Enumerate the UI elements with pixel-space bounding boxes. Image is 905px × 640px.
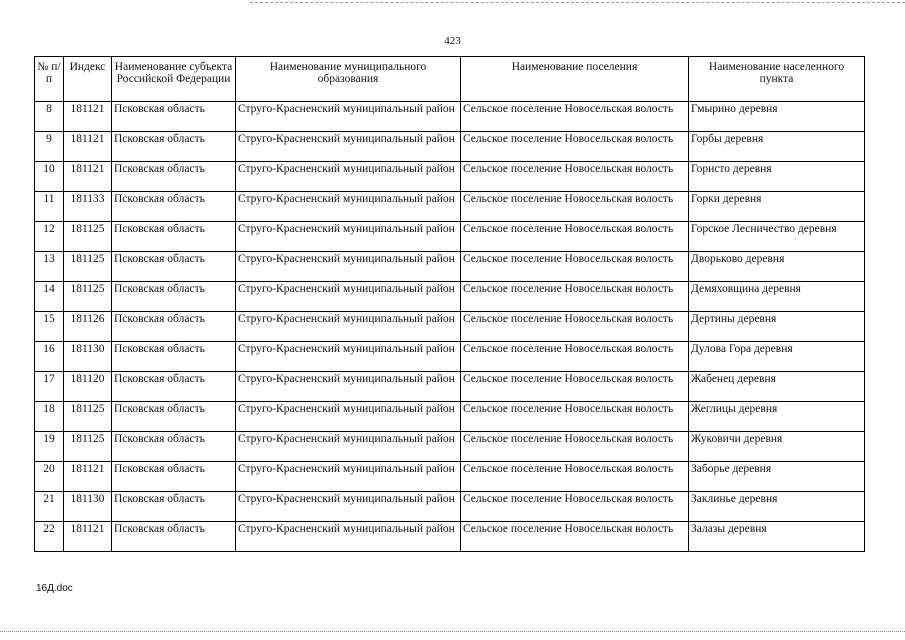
cell-number: 19	[35, 432, 64, 462]
cell-locality: Горбы деревня	[689, 132, 865, 162]
cell-settlement: Сельское поселение Новосельская волость	[461, 222, 689, 252]
cell-number: 8	[35, 102, 64, 132]
table-row	[35, 492, 865, 522]
cell-municipality: Струго-Красненский муниципальный район	[236, 222, 461, 252]
cell-municipality: Струго-Красненский муниципальный район	[236, 522, 461, 552]
cell-locality: Гористо деревня	[689, 162, 865, 192]
cell-municipality: Струго-Красненский муниципальный район	[236, 372, 461, 402]
page-number: 423	[444, 35, 461, 47]
cell-settlement: Сельское поселение Новосельская волость	[461, 342, 689, 372]
cell-number: 9	[35, 132, 64, 162]
cell-number: 14	[35, 282, 64, 312]
cell-index: 181126	[64, 312, 112, 342]
cell-index: 181121	[64, 102, 112, 132]
cell-subject: Псковская область	[112, 402, 236, 432]
table-row	[35, 282, 865, 312]
table-row	[35, 192, 865, 222]
cell-subject: Псковская область	[112, 312, 236, 342]
cell-index: 181130	[64, 492, 112, 522]
table-row	[35, 462, 865, 492]
cell-number: 10	[35, 162, 64, 192]
cell-municipality: Струго-Красненский муниципальный район	[236, 402, 461, 432]
table-body	[35, 102, 865, 552]
cell-locality: Демяховщина деревня	[689, 282, 865, 312]
settlements-table	[34, 56, 865, 552]
cell-municipality: Струго-Красненский муниципальный район	[236, 102, 461, 132]
scan-edge-top	[250, 2, 905, 4]
cell-index: 181120	[64, 372, 112, 402]
footer-file-name: 16Д.doc	[36, 583, 73, 594]
cell-settlement: Сельское поселение Новосельская волость	[461, 492, 689, 522]
cell-municipality: Струго-Красненский муниципальный район	[236, 282, 461, 312]
cell-locality: Дворьково деревня	[689, 252, 865, 282]
cell-municipality: Струго-Красненский муниципальный район	[236, 312, 461, 342]
cell-index: 181125	[64, 252, 112, 282]
cell-number: 15	[35, 312, 64, 342]
cell-settlement: Сельское поселение Новосельская волость	[461, 252, 689, 282]
cell-municipality: Струго-Красненский муниципальный район	[236, 342, 461, 372]
table-header	[35, 57, 865, 102]
cell-subject: Псковская область	[112, 222, 236, 252]
table-row	[35, 342, 865, 372]
cell-subject: Псковская область	[112, 462, 236, 492]
header-municipality: Наименование муниципального образования	[236, 57, 461, 102]
cell-number: 13	[35, 252, 64, 282]
cell-index: 181130	[64, 342, 112, 372]
header-settlement: Наименование поселения	[461, 57, 689, 102]
cell-locality: Дулова Гора деревня	[689, 342, 865, 372]
cell-index: 181121	[64, 462, 112, 492]
cell-subject: Псковская область	[112, 132, 236, 162]
cell-subject: Псковская область	[112, 372, 236, 402]
cell-municipality: Струго-Красненский муниципальный район	[236, 252, 461, 282]
cell-locality: Горское Лесничество деревня	[689, 222, 865, 252]
cell-municipality: Струго-Красненский муниципальный район	[236, 132, 461, 162]
table-row	[35, 222, 865, 252]
cell-subject: Псковская область	[112, 192, 236, 222]
header-subject: Наименование субъекта Российской Федерации	[112, 57, 236, 102]
cell-locality: Дертины деревня	[689, 312, 865, 342]
table-row	[35, 402, 865, 432]
header-locality: Наименование населенного пункта	[689, 57, 865, 102]
cell-number: 18	[35, 402, 64, 432]
table-row	[35, 132, 865, 162]
cell-locality: Заборье деревня	[689, 462, 865, 492]
cell-locality: Залазы деревня	[689, 522, 865, 552]
header-row	[35, 57, 865, 102]
cell-subject: Псковская область	[112, 492, 236, 522]
table-row	[35, 102, 865, 132]
cell-locality: Жуковичи деревня	[689, 432, 865, 462]
cell-municipality: Струго-Красненский муниципальный район	[236, 432, 461, 462]
cell-index: 181125	[64, 282, 112, 312]
cell-subject: Псковская область	[112, 432, 236, 462]
cell-settlement: Сельское поселение Новосельская волость	[461, 312, 689, 342]
cell-subject: Псковская область	[112, 522, 236, 552]
cell-index: 181121	[64, 132, 112, 162]
cell-municipality: Струго-Красненский муниципальный район	[236, 492, 461, 522]
cell-locality: Жабенец деревня	[689, 372, 865, 402]
cell-number: 21	[35, 492, 64, 522]
header-number: № п/п	[35, 57, 64, 102]
cell-index: 181125	[64, 222, 112, 252]
cell-settlement: Сельское поселение Новосельская волость	[461, 432, 689, 462]
cell-settlement: Сельское поселение Новосельская волость	[461, 192, 689, 222]
table-row	[35, 312, 865, 342]
cell-subject: Псковская область	[112, 282, 236, 312]
cell-number: 22	[35, 522, 64, 552]
table-row	[35, 252, 865, 282]
cell-index: 181121	[64, 162, 112, 192]
cell-number: 12	[35, 222, 64, 252]
cell-subject: Псковская область	[112, 252, 236, 282]
cell-index: 181121	[64, 522, 112, 552]
cell-index: 181125	[64, 432, 112, 462]
cell-locality: Горки деревня	[689, 192, 865, 222]
table-row	[35, 522, 865, 552]
cell-settlement: Сельское поселение Новосельская волость	[461, 282, 689, 312]
cell-number: 20	[35, 462, 64, 492]
cell-locality: Гмырино деревня	[689, 102, 865, 132]
cell-subject: Псковская область	[112, 342, 236, 372]
cell-index: 181133	[64, 192, 112, 222]
cell-settlement: Сельское поселение Новосельская волость	[461, 162, 689, 192]
cell-locality: Заклинье деревня	[689, 492, 865, 522]
cell-settlement: Сельское поселение Новосельская волость	[461, 102, 689, 132]
scan-edge-bottom	[0, 631, 905, 633]
cell-number: 11	[35, 192, 64, 222]
cell-subject: Псковская область	[112, 162, 236, 192]
cell-municipality: Струго-Красненский муниципальный район	[236, 462, 461, 492]
cell-municipality: Струго-Красненский муниципальный район	[236, 162, 461, 192]
cell-number: 17	[35, 372, 64, 402]
cell-subject: Псковская область	[112, 102, 236, 132]
cell-settlement: Сельское поселение Новосельская волость	[461, 372, 689, 402]
cell-settlement: Сельское поселение Новосельская волость	[461, 522, 689, 552]
table-row	[35, 432, 865, 462]
cell-locality: Жеглицы деревня	[689, 402, 865, 432]
cell-index: 181125	[64, 402, 112, 432]
cell-municipality: Струго-Красненский муниципальный район	[236, 192, 461, 222]
cell-settlement: Сельское поселение Новосельская волость	[461, 132, 689, 162]
cell-settlement: Сельское поселение Новосельская волость	[461, 402, 689, 432]
table-row	[35, 372, 865, 402]
cell-settlement: Сельское поселение Новосельская волость	[461, 462, 689, 492]
header-index: Индекс	[64, 57, 112, 102]
table-row	[35, 162, 865, 192]
cell-number: 16	[35, 342, 64, 372]
